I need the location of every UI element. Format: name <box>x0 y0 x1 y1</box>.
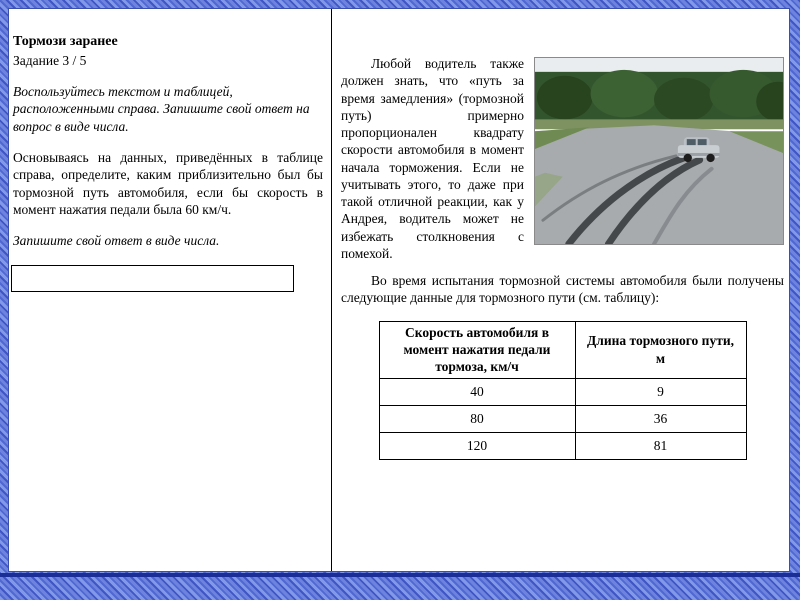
answer-prompt: Запишите свой ответ в виде числа. <box>13 233 220 249</box>
question-text: Основываясь на данных, приведённых в таблице справа, определите, каким приблизительно был бы тормозной путь автомобиля, если бы скорость в момент нажатия педали была 60 км/ч. <box>13 149 323 217</box>
context-paragraph: Любой водитель также должен знать, что «путь за время замедления» (тормозной путь) примерно пропорционален квадрату скорости автомобиля в момент начала торможения. Если не учитывать этого, то даже при такой отличной реакции, как у Андрея, водитель может не избежать столкновения с помехой. <box>341 56 524 261</box>
task-panel <box>9 9 331 571</box>
table-row <box>379 405 746 432</box>
reading-panel <box>332 9 789 571</box>
braking-table <box>379 321 747 460</box>
table-cell-distance: 36 <box>575 405 746 432</box>
page-title: Тормози заранее <box>13 34 118 49</box>
instruction-text: Воспользуйтесь текстом и таблицей, расположенными справа. Запишите свой ответ на вопрос в виде числа. <box>13 84 310 134</box>
answer-input[interactable] <box>11 265 294 292</box>
table-cell-speed: 80 <box>379 405 575 432</box>
table-cell-distance: 81 <box>575 432 746 459</box>
task-number: Задание 3 / 5 <box>13 52 87 68</box>
table-cell-speed: 120 <box>379 432 575 459</box>
trees-graphic <box>535 70 783 123</box>
bottom-accent-line <box>0 573 800 577</box>
table-cell-distance: 9 <box>575 378 746 405</box>
table-header-row <box>379 321 746 378</box>
table-row <box>379 432 746 459</box>
table-header-speed: Скорость автомобиля в момент нажатия педали тормоза, км/ч <box>379 321 575 378</box>
table-row <box>379 378 746 405</box>
content-area <box>8 8 790 572</box>
car-braking-photo <box>534 57 784 245</box>
table-cell-speed: 40 <box>379 378 575 405</box>
table-intro: Во время испытания тормозной системы автомобиля были получены следующие данные для тормозного пути (см. таблицу): <box>341 273 784 306</box>
table-header-distance: Длина тормозного пути, м <box>575 321 746 378</box>
